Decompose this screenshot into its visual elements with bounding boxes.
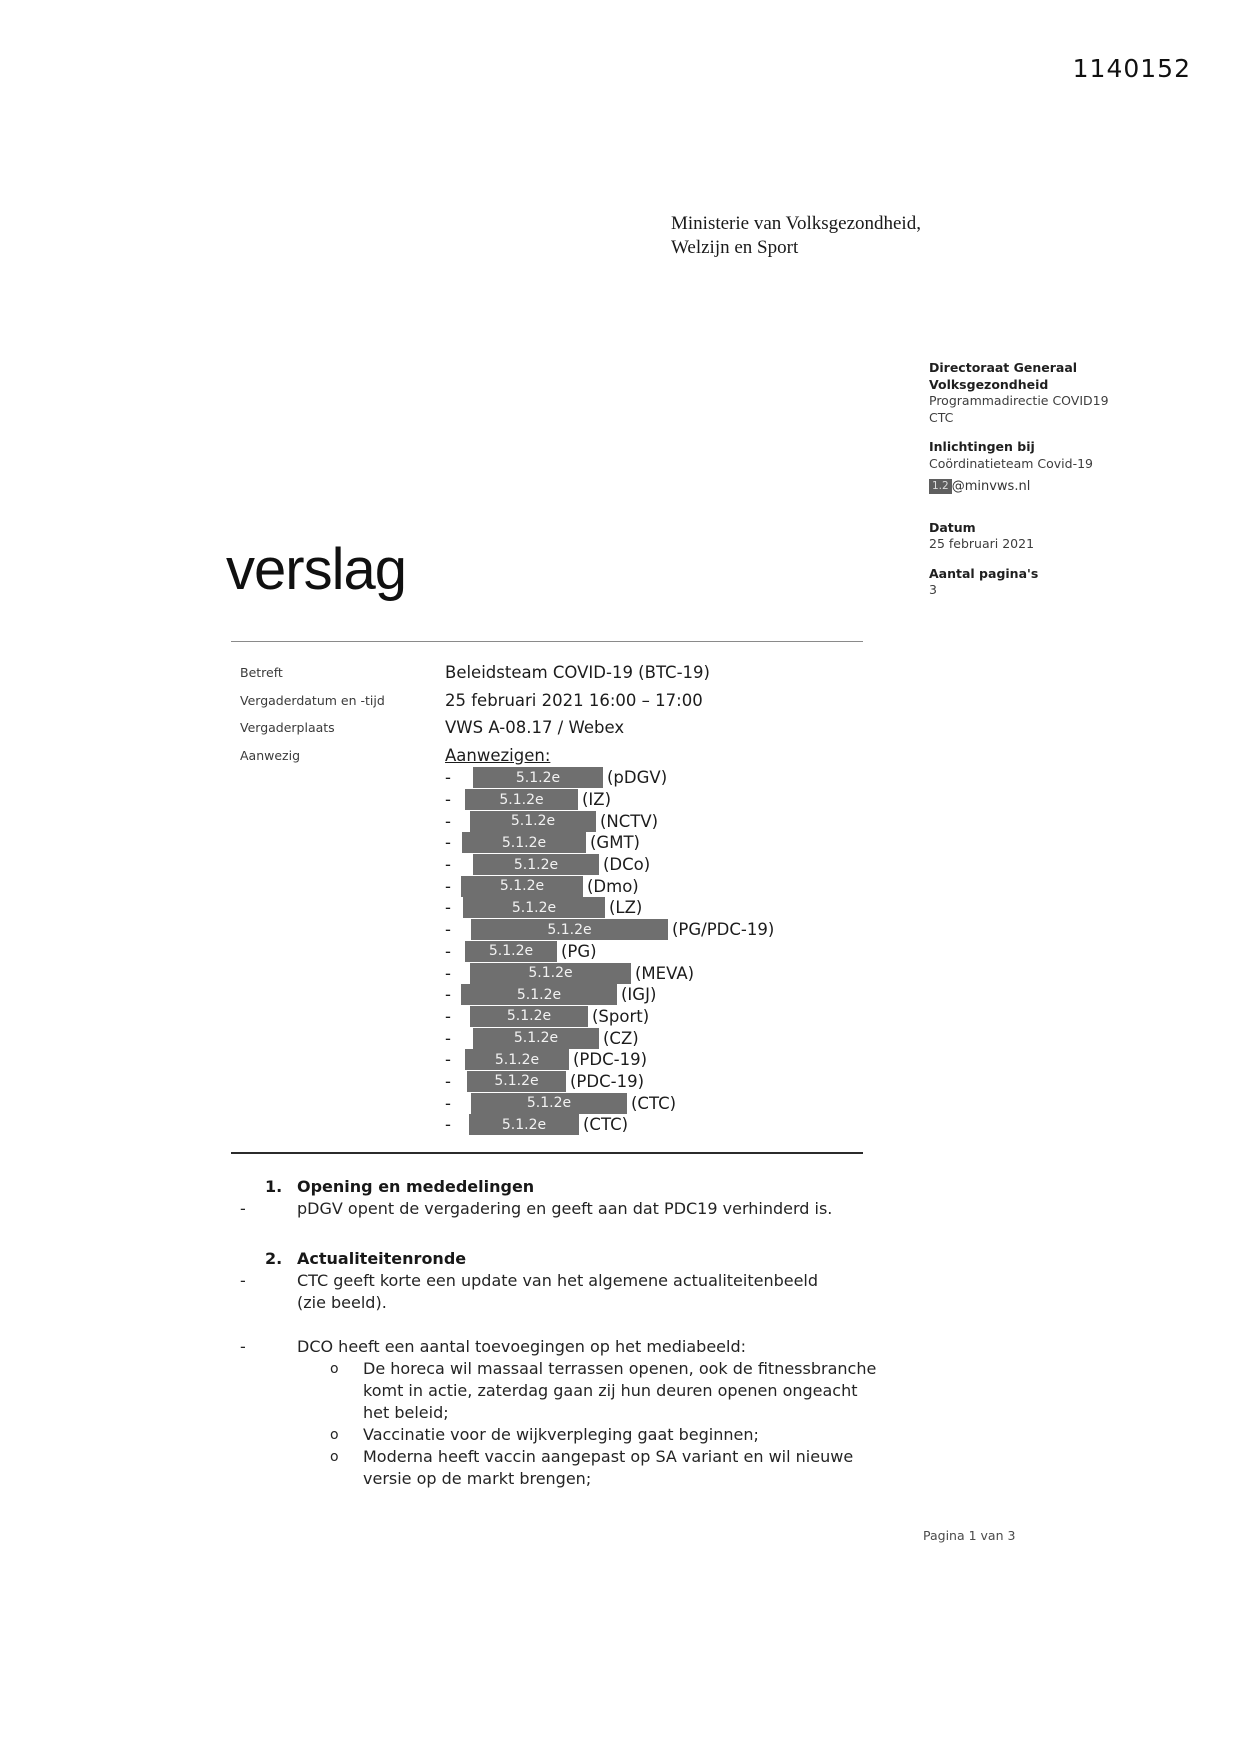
sidebar-gap [929, 496, 1159, 520]
attendee-org: (pDGV) [607, 768, 668, 788]
bullet-dash: - [445, 876, 451, 896]
section-2-bullet-1 [240, 1270, 890, 1314]
redaction-box: 5.1.2e [470, 963, 631, 984]
bullet-dash: - [445, 811, 451, 831]
meta-row-aanwezig [240, 742, 880, 770]
attendee-org: (PDC-19) [570, 1071, 645, 1091]
section-gap [240, 1220, 890, 1248]
attendee-org: (LZ) [609, 898, 643, 918]
attendee-org: (IGJ) [621, 985, 657, 1005]
sidebar-gap [929, 426, 1159, 439]
attendee-org: (Sport) [592, 1006, 650, 1026]
meta-value: Beleidsteam COVID-19 (BTC-19) [445, 663, 710, 682]
redaction-box: 5.1.2e [473, 767, 603, 788]
redaction-box: 5.1.2e [467, 1071, 566, 1092]
section-2-heading [240, 1248, 890, 1270]
attendee-row [445, 1027, 1005, 1049]
attendee-org: (CZ) [603, 1028, 639, 1048]
email-redaction-box: 1.2 [929, 479, 952, 494]
bullet-dash: - [445, 790, 451, 810]
sidebar-programme-line: Programmadirectie COVID19 [929, 393, 1109, 408]
redaction-box: 5.1.2e [463, 897, 605, 918]
sub-bullet-marker: o [330, 1427, 339, 1443]
redaction-box: 5.1.2e [473, 1028, 599, 1049]
bullet-dash: - [240, 1199, 246, 1218]
attendee-row [445, 875, 1005, 897]
sidebar-date-label: Datum [929, 519, 976, 535]
ministry-header [671, 212, 921, 260]
section-title: Actualiteitenronde [297, 1249, 467, 1268]
attendee-org: (PG) [561, 941, 597, 961]
section-1-bullet-1 [240, 1198, 890, 1220]
sub-bullet-3 [330, 1446, 890, 1490]
page-footer: Pagina 1 van 3 [923, 1528, 1016, 1543]
meta-row-datum-tijd [240, 687, 880, 715]
attendee-row [445, 767, 1005, 789]
bullet-dash: - [240, 1271, 246, 1290]
meta-label: Aanwezig [240, 747, 301, 763]
meta-label: Vergaderdatum en -tijd [240, 692, 385, 708]
attendee-org: (CTC) [631, 1093, 677, 1113]
attendee-org: (Dmo) [587, 876, 639, 896]
section-1-heading [240, 1176, 890, 1198]
section-2-bullet-2 [240, 1336, 890, 1358]
sub-bullet-2 [330, 1424, 890, 1446]
sidebar-pagecount-value: 3 [929, 582, 937, 597]
sub-bullet-marker: o [330, 1449, 339, 1465]
meta-row-betreft [240, 659, 880, 687]
sidebar-gap [929, 553, 1159, 566]
section-number: 1. [265, 1177, 283, 1196]
sub-bullet-marker: o [330, 1361, 339, 1377]
bullet-dash: - [445, 1028, 451, 1048]
attendee-org: (NCTV) [600, 811, 659, 831]
attendee-row [445, 1071, 1005, 1093]
attendee-org: (CTC) [583, 1115, 629, 1135]
divider-bottom [231, 1152, 863, 1154]
attendee-row [445, 962, 1005, 984]
attendee-org: (MEVA) [635, 963, 695, 983]
bullet-dash: - [445, 920, 451, 940]
attendee-org: (IZ) [582, 790, 612, 810]
sidebar [929, 360, 1159, 599]
sub-bullet-text: De horeca wil massaal terrassen openen, ook de fitnessbranche komt in actie, zaterdag gaan zij hun deuren openen ongeacht het beleid; [363, 1359, 877, 1422]
bullet-dash: - [445, 1050, 451, 1070]
redaction-box: 5.1.2e [461, 876, 583, 897]
section-number: 2. [265, 1249, 283, 1268]
attendee-row [445, 941, 1005, 963]
redaction-box: 5.1.2e [470, 811, 596, 832]
bullet-dash: - [445, 855, 451, 875]
bullet-dash: - [445, 985, 451, 1005]
bullet-dash: - [445, 898, 451, 918]
attendee-row [445, 789, 1005, 811]
bullet-dash: - [445, 1115, 451, 1135]
sidebar-ctc-line: CTC [929, 409, 954, 425]
bullet-text: pDGV opent de vergadering en geeft aan dat PDC19 verhinderd is. [297, 1199, 833, 1218]
attendee-row [445, 1006, 1005, 1028]
bullet-dash: - [445, 768, 451, 788]
bullet-dash: - [445, 833, 451, 853]
sub-bullet-1 [330, 1358, 890, 1424]
bullet-dash: - [445, 941, 451, 961]
sidebar-directorate-line-1: Directoraat Generaal [929, 360, 1078, 375]
attendee-row [445, 984, 1005, 1006]
attendee-row [445, 919, 1005, 941]
attendees-heading: Aanwezigen: [445, 745, 551, 765]
bullet-dash: - [240, 1337, 246, 1356]
meeting-meta [240, 659, 880, 769]
bullet-dash: - [445, 1071, 451, 1091]
attendee-org: (DCo) [603, 855, 651, 875]
attendee-org: (PDC-19) [573, 1050, 648, 1070]
bullet-dash: - [445, 1093, 451, 1113]
attendees-list [445, 767, 1005, 1136]
redaction-box: 5.1.2e [471, 919, 668, 940]
document-number: 1140152 [1072, 54, 1191, 83]
redaction-box: 5.1.2e [465, 941, 557, 962]
page-title: verslag [226, 537, 406, 602]
bullet-dash: - [445, 963, 451, 983]
attendee-row [445, 1049, 1005, 1071]
redaction-box: 5.1.2e [462, 832, 586, 853]
section-gap [240, 1314, 890, 1336]
attendee-row [445, 854, 1005, 876]
attendee-row [445, 810, 1005, 832]
sidebar-directorate-line-2: Volksgezondheid [929, 376, 1049, 392]
redaction-box: 5.1.2e [465, 1049, 569, 1070]
sub-bullet-text: Moderna heeft vaccin aangepast op SA variant en wil nieuwe versie op de markt brengen; [363, 1447, 854, 1488]
redaction-box: 5.1.2e [470, 1006, 588, 1027]
sub-bullet-text: Vaccinatie voor de wijkverpleging gaat beginnen; [363, 1425, 759, 1444]
meta-label: Betreft [240, 665, 283, 680]
sidebar-contact-value: Coördinatieteam Covid-19 [929, 455, 1093, 471]
attendee-row [445, 832, 1005, 854]
bullet-text: DCO heeft een aantal toevoegingen op het mediabeeld: [297, 1337, 747, 1356]
sidebar-date-value: 25 februari 2021 [929, 536, 1035, 551]
ministry-line-2: Welzijn en Sport [671, 237, 799, 258]
redaction-box: 5.1.2e [471, 1093, 627, 1114]
redaction-box: 5.1.2e [465, 789, 578, 810]
bullet-dash: - [445, 1006, 451, 1026]
meta-row-plaats [240, 714, 880, 742]
attendee-row [445, 1092, 1005, 1114]
attendee-org: (PG/PDC-19) [672, 920, 775, 940]
sidebar-email-line [929, 479, 1159, 496]
meta-label: Vergaderplaats [240, 720, 335, 735]
attendee-row [445, 897, 1005, 919]
section-title: Opening en mededelingen [297, 1177, 535, 1196]
minutes-body [240, 1176, 890, 1490]
redaction-box: 5.1.2e [461, 984, 617, 1005]
redaction-box: 5.1.2e [473, 854, 599, 875]
meta-value: 25 februari 2021 16:00 – 17:00 [445, 690, 703, 710]
attendee-org: (GMT) [590, 833, 640, 853]
attendee-row [445, 1114, 1005, 1136]
bullet-text: CTC geeft korte een update van het algemene actualiteitenbeeld (zie beeld). [297, 1271, 819, 1312]
sidebar-pagecount-label: Aantal pagina's [929, 565, 1039, 581]
redaction-box: 5.1.2e [469, 1114, 579, 1135]
email-domain: @minvws.nl [951, 479, 1031, 494]
meta-value: VWS A-08.17 / Webex [445, 718, 625, 737]
sidebar-contact-label: Inlichtingen bij [929, 439, 1035, 454]
divider-top [231, 641, 863, 642]
ministry-line-1: Ministerie van Volksgezondheid, [671, 213, 921, 234]
